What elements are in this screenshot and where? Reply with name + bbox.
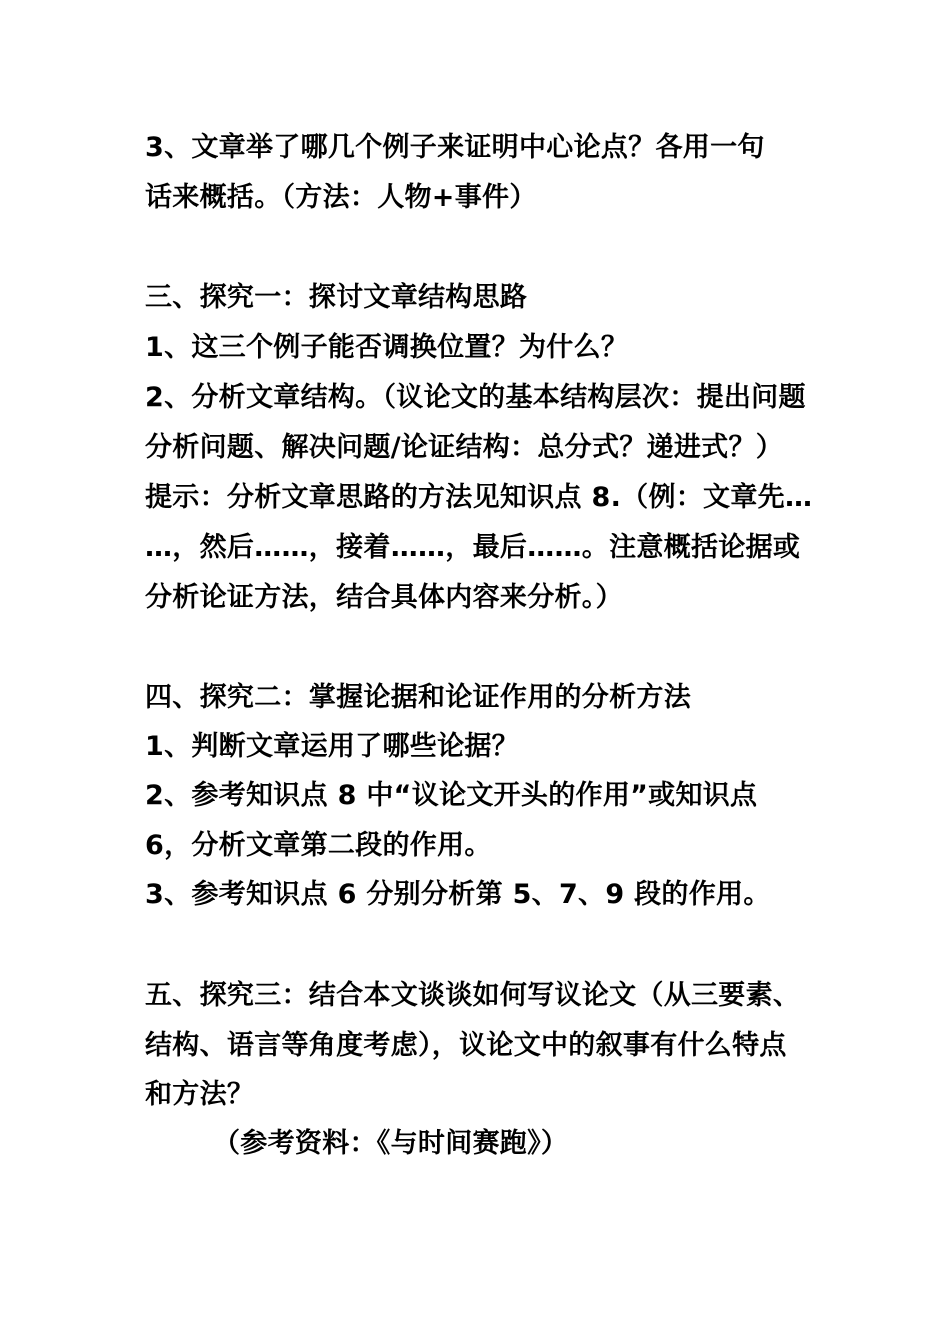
section-3-question-2-line-1: 2、分析文章结构。（议论文的基本结构层次：提出问题 (145, 382, 806, 413)
section-4-title: 四、探究二：掌握论据和论证作用的分析方法 (145, 682, 691, 713)
reference-material: （参考资料：《与时间赛跑》） (213, 1128, 569, 1159)
section-3-title: 三、探究一：探讨文章结构思路 (145, 282, 528, 313)
section-3-question-2-line-2: 分析问题、解决问题/论证结构：总分式？递进式？） (145, 432, 784, 463)
section-4-question-3: 3、参考知识点 6 分别分析第 5、7、9 段的作用。 (145, 879, 771, 910)
question-3-line-1: 3、文章举了哪几个例子来证明中心论点？各用一句 (145, 132, 765, 163)
section-4-question-2-line-2: 6，分析文章第二段的作用。 (145, 830, 492, 861)
question-3-line-2: 话来概括。（方法：人物+事件） (145, 182, 537, 213)
section-4-question-1: 1、判断文章运用了哪些论据？ (145, 731, 519, 762)
section-3-question-1: 1、这三个例子能否调换位置？为什么？ (145, 332, 629, 363)
section-3-hint-line-3: 分析论证方法，结合具体内容来分析。） (145, 582, 623, 613)
section-3-hint-line-2: …，然后……，接着……，最后……。注意概括论据或 (145, 532, 801, 563)
section-5-line-1: 五、探究三：结合本文谈谈如何写议论文（从三要素、 (145, 980, 801, 1011)
section-5-line-2: 结构、语言等角度考虑），议论文中的叙事有什么特点 (145, 1030, 787, 1061)
section-3-hint-line-1: 提示：分析文章思路的方法见知识点 8.（例：文章先… (145, 482, 813, 513)
section-5-line-3: 和方法？ (145, 1079, 255, 1110)
section-4-question-2-line-1: 2、参考知识点 8 中“议论文开头的作用”或知识点 (145, 780, 758, 811)
